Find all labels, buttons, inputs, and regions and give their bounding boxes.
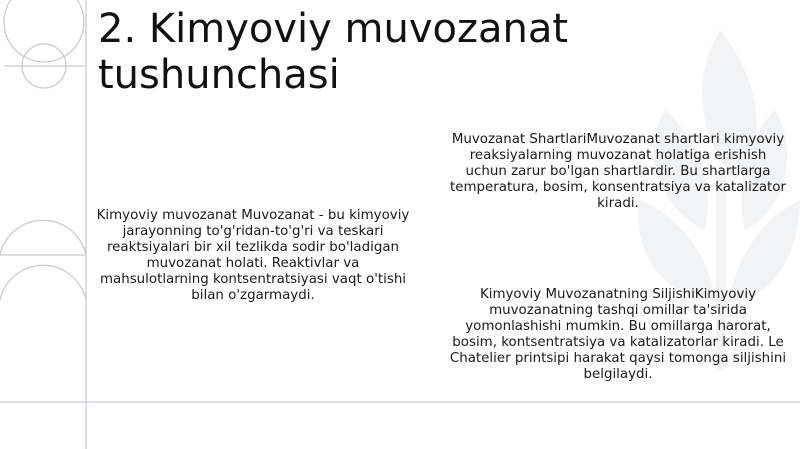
deco-arc-upper bbox=[0, 220, 86, 255]
deco-circle-top bbox=[4, 0, 84, 62]
text-block-definition: Kimyoviy muvozanat Muvozanat - bu kimyoviy jarayonning to'g'ridan-to'g'ri va teskari reaktsiyalari bir xil tezlikda sodir bo'ladigan muvozanat holati. Reaktivlar va mahsulotlarning kontsentratsiyasi vaqt o'tishi bilan o'zgarmaydi. bbox=[96, 208, 410, 303]
text-block-conditions: Muvozanat ShartlariMuvozanat shartlari kimyoviy reaksiyalarning muvozanat holatiga erishish uchun zarur bo'lgan shartlardir. Bu shartlarga temperatura, bosim, konsentratsiya va katalizator kiradi. bbox=[449, 132, 787, 211]
text-block-shift: Kimyoviy Muvozanatning SiljishiKimyoviy muvozanatning tashqi omillar ta'sirida yomonlashishi mumkin. Bu omillarga harorat, bosim, kontsentratsiya va katalizatorlar kiradi. Le Chatelier printsipi harakat qaysi tomonga siljishini belgilaydi. bbox=[449, 287, 787, 382]
page-title: 2. Kimyoviy muvozanat tushunchasi bbox=[98, 6, 569, 98]
deco-arc-lower bbox=[0, 265, 86, 300]
